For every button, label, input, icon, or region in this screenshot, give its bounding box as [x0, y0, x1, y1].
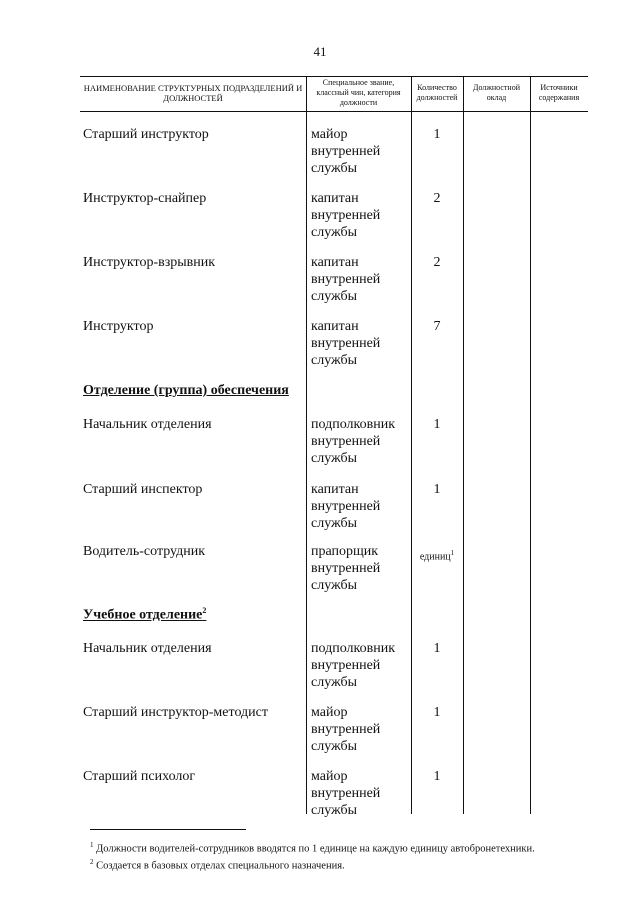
position-rank: капитан внутренней службы	[311, 319, 381, 368]
position-rank: майор внутренней службы	[311, 127, 381, 176]
footnote: $^2$ Создается в базовых отделах специального назначения.	[90, 857, 345, 871]
position-name: Инструктор-снайпер	[83, 191, 207, 206]
position-qty: 1	[433, 417, 441, 432]
position-rank: подполковник внутренней службы	[311, 417, 395, 466]
table-top-rule	[80, 76, 588, 77]
page-number: 41	[313, 44, 327, 59]
footnotes	[90, 839, 610, 872]
position-qty: 2	[433, 255, 441, 270]
position-qty: единиц$^1$	[419, 549, 455, 563]
position-name: Старший инспектор	[83, 482, 203, 497]
position-rank: прапорщик внутренней службы	[311, 544, 381, 593]
header-rank: Специальное звание, классный чин, категория должности	[316, 78, 401, 107]
header-bottom-rule	[80, 111, 588, 112]
position-rank: капитан внутренней службы	[311, 482, 381, 531]
position-rank: подполковник внутренней службы	[311, 641, 395, 690]
position-name: Начальник отделения	[83, 641, 212, 656]
position-qty: 1	[433, 769, 441, 784]
position-qty: 7	[433, 319, 441, 334]
footnote-separator	[90, 829, 246, 830]
section-title: Отделение (группа) обеспечения	[83, 383, 289, 398]
position-name: Старший инструктор-методист	[83, 705, 268, 720]
section-title: Учебное отделение$^2$	[83, 606, 207, 623]
position-rank: капитан внутренней службы	[311, 255, 381, 304]
position-name: Инструктор-взрывник	[83, 255, 216, 270]
position-qty: 1	[433, 641, 441, 656]
header-qty: Количество должностей	[416, 83, 458, 102]
column-divider	[463, 76, 464, 814]
position-name: Начальник отделения	[83, 417, 212, 432]
position-name: Инструктор	[83, 319, 154, 334]
column-divider	[306, 76, 307, 814]
position-rank: майор внутренней службы	[311, 769, 381, 818]
position-rank: капитан внутренней службы	[311, 191, 381, 240]
position-qty: 2	[433, 191, 441, 206]
staff-table	[80, 76, 588, 818]
header-salary: Должностной оклад	[473, 83, 520, 102]
position-name: Водитель-сотрудник	[83, 544, 206, 559]
position-name: Старший психолог	[83, 769, 196, 784]
position-rank: майор внутренней службы	[311, 705, 381, 754]
footnote-ref: 1	[450, 549, 455, 557]
header-name: НАИМЕНОВАНИЕ СТРУКТУРНЫХ ПОДРАЗДЕЛЕНИЙ И ДОЛЖНОСТЕЙ	[83, 83, 303, 103]
footnote: $^1$ Должности водителей-сотрудников вводятся по 1 единице на каждую единицу автобронетехники.	[90, 841, 535, 855]
position-qty: 1	[433, 127, 441, 142]
position-qty: 1	[433, 705, 441, 720]
position-qty: 1	[433, 482, 441, 497]
column-divider	[530, 76, 531, 814]
header-source: Источники содержания	[538, 83, 580, 102]
footnote-ref: 2	[202, 606, 207, 615]
position-name: Старший инструктор	[83, 127, 209, 142]
